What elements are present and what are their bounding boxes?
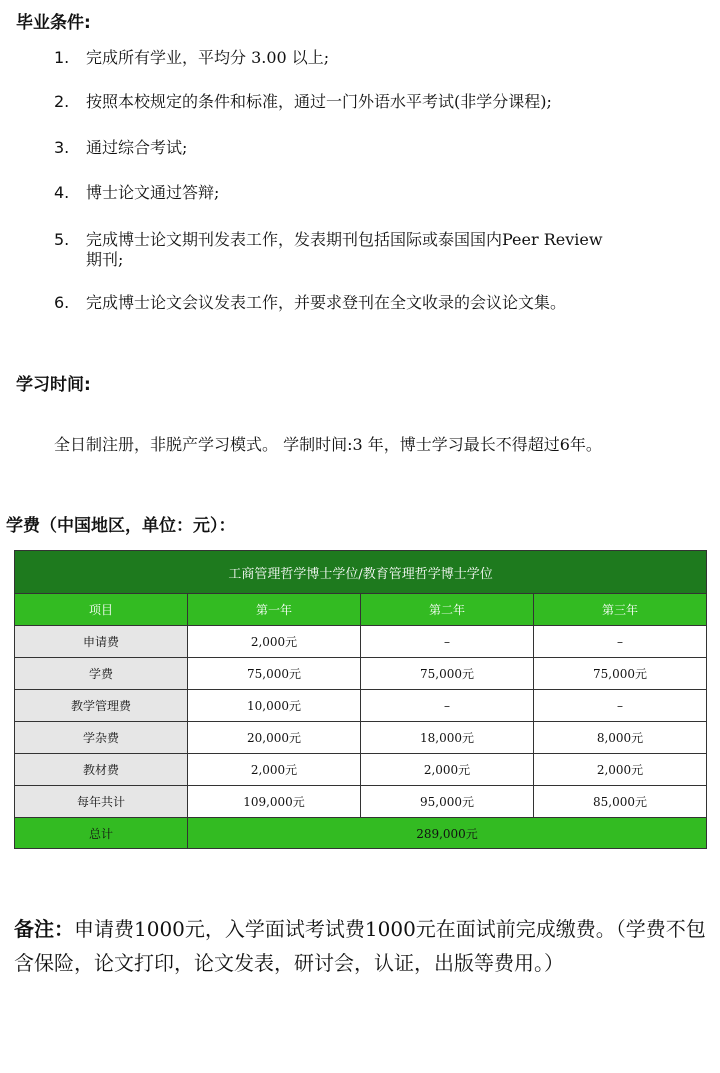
- row-label: 教材费: [15, 754, 188, 786]
- list-text: 按照本校规定的条件和标准，通过一门外语水平考试(非学分课程);: [86, 92, 552, 111]
- list-text: 通过综合考试;: [86, 138, 188, 157]
- remark: [14, 912, 714, 980]
- study-time-heading: 学习时间:: [16, 375, 91, 395]
- table-cell: 2,000元: [188, 626, 361, 658]
- table-cell: 95,000元: [361, 786, 534, 818]
- list-item: [54, 92, 646, 112]
- table-cell: 109,000元: [188, 786, 361, 818]
- remark-label: 备注：: [14, 917, 74, 941]
- table-cell: 8,000元: [534, 722, 707, 754]
- row-label: 申请费: [15, 626, 188, 658]
- list-text: 完成博士论文期刊发表工作，发表期刊包括国际或泰国国内Peer Review期刊;: [86, 230, 603, 269]
- list-number: 5.: [54, 230, 70, 249]
- list-item: [54, 183, 646, 203]
- list-number: 6.: [54, 293, 70, 312]
- list-number: 2.: [54, 92, 70, 111]
- list-item: [54, 138, 646, 158]
- study-time-text: 全日制注册，非脱产学习模式。 学制时间:3 年，博士学习最长不得超过6年。: [54, 435, 602, 454]
- row-label: 每年共计: [15, 786, 188, 818]
- fees-table: [14, 550, 707, 849]
- list-item: [54, 293, 646, 313]
- table-cell: 75,000元: [361, 658, 534, 690]
- row-label: 学费: [15, 658, 188, 690]
- table-cell: 75,000元: [188, 658, 361, 690]
- column-header: 项目: [15, 594, 188, 626]
- list-item: [54, 48, 646, 68]
- graduation-heading: 毕业条件:: [16, 13, 91, 33]
- table-cell: 2,000元: [188, 754, 361, 786]
- table-cell: –: [534, 690, 707, 722]
- table-cell: 20,000元: [188, 722, 361, 754]
- table-cell: 85,000元: [534, 786, 707, 818]
- list-text: 博士论文通过答辩;: [86, 183, 220, 202]
- list-number: 3.: [54, 138, 70, 157]
- table-row: [15, 658, 707, 690]
- list-number: 1.: [54, 48, 70, 67]
- column-header: 第三年: [534, 594, 707, 626]
- list-item: [54, 230, 616, 270]
- total-row: [15, 818, 707, 849]
- fees-heading: 学费（中国地区，单位：元）：: [6, 516, 236, 536]
- total-value: 289,000元: [188, 818, 707, 849]
- table-cell: 2,000元: [534, 754, 707, 786]
- table-row: [15, 722, 707, 754]
- row-label: 学杂费: [15, 722, 188, 754]
- column-header: 第一年: [188, 594, 361, 626]
- list-text: 完成所有学业，平均分 3.00 以上;: [86, 48, 330, 67]
- column-header: 第二年: [361, 594, 534, 626]
- remark-text: 申请费1000元，入学面试考试费1000元在面试前完成缴费。（学费不包含保险，论文打印，论文发表，研讨会，认证，出版等费用。）: [14, 917, 706, 975]
- total-label: 总计: [15, 818, 188, 849]
- table-cell: 10,000元: [188, 690, 361, 722]
- table-cell: –: [361, 626, 534, 658]
- list-text: 完成博士论文会议发表工作，并要求登刊在全文收录的会议论文集。: [86, 293, 567, 312]
- table-cell: 2,000元: [361, 754, 534, 786]
- row-label: 教学管理费: [15, 690, 188, 722]
- table-cell: 75,000元: [534, 658, 707, 690]
- table-row: [15, 690, 707, 722]
- list-number: 4.: [54, 183, 70, 202]
- table-header-row: [15, 594, 707, 626]
- table-cell: 18,000元: [361, 722, 534, 754]
- table-row: [15, 786, 707, 818]
- table-row: [15, 754, 707, 786]
- table-cell: –: [361, 690, 534, 722]
- table-row: [15, 626, 707, 658]
- table-title: 工商管理哲学博士学位/教育管理哲学博士学位: [15, 551, 707, 594]
- table-cell: –: [534, 626, 707, 658]
